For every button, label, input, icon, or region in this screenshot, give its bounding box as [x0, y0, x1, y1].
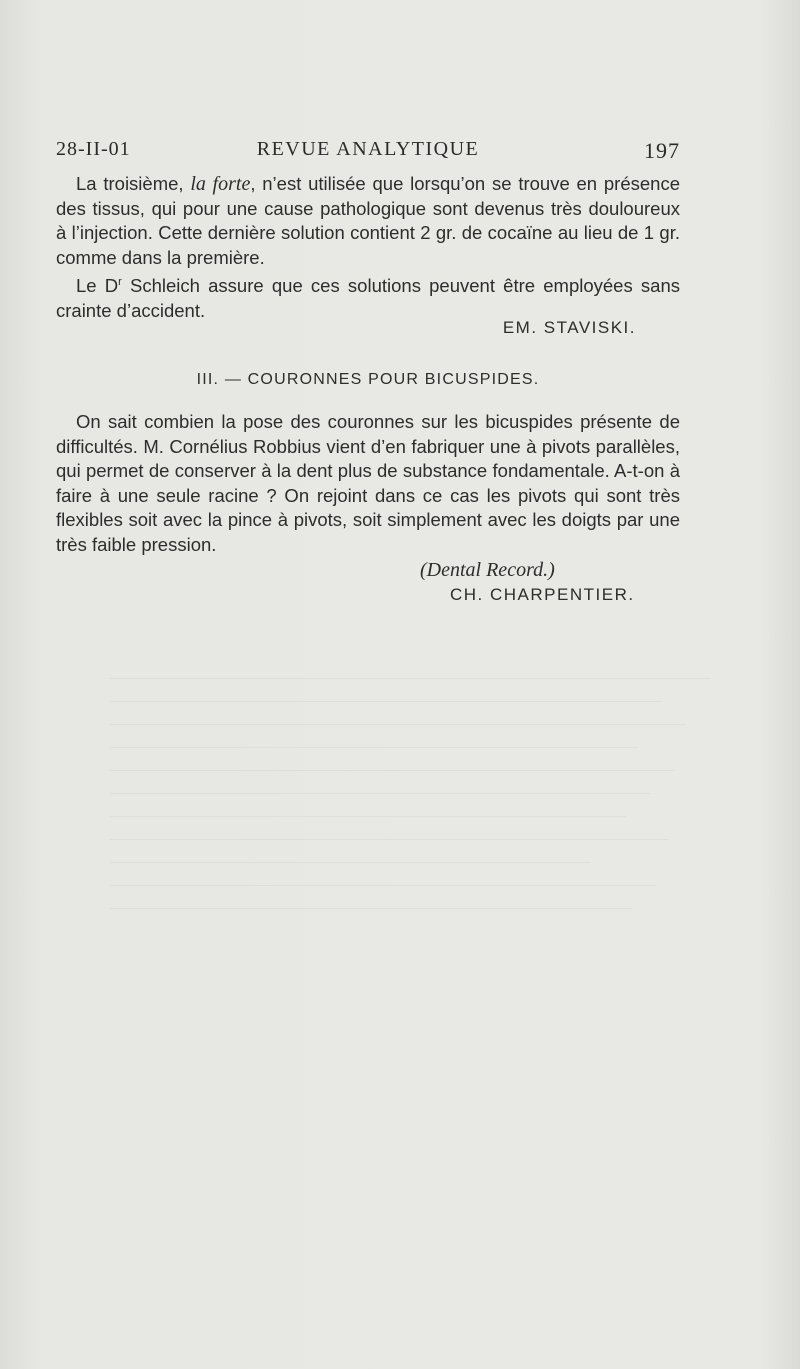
paragraph-rest: Schleich assure que ces solutions peuvent être employées sans crainte d’accident.	[56, 275, 680, 321]
italic-term: la forte	[190, 173, 251, 195]
author-signature: CH. CHARPENTIER.	[450, 585, 635, 604]
paragraph-forte-solution	[56, 172, 680, 270]
superscript: r	[118, 276, 122, 288]
running-head	[56, 138, 680, 168]
paragraph-start: La troisième,	[76, 173, 191, 194]
paragraph-start: Le D	[76, 275, 119, 297]
paragraph-couronnes: On sait combien la pose des couronnes sur les bicuspides présente de difficultés. M. Cornélius Robbius vient d’en fabriquer une à pivots parallèles, qui permet de conserver à la dent plus de substance fondamentale. A-t-on à faire à une seule racine ? On rejoint dans ce cas les pivots qui sont très flexibles soit avec la pince à pivots, soit simplement avec les doigts par une très faible pression.	[56, 411, 680, 555]
paragraph-rest: , n’est utilisée que lorsqu’on se trouve en présence des tissus, qui pour une cause pathologique sont devenus très douloureux à l’injection. Cette dernière solution contient 2 gr. de cocaïne au lieu de 1 gr. comme dans la première.	[56, 173, 680, 268]
page-number: 197	[644, 138, 680, 163]
author-signature: EM. STAVISKI.	[502, 318, 636, 337]
source-citation: (Dental Record.)	[420, 559, 555, 581]
bleed-through-texture	[110, 670, 710, 1090]
issue-date: 28-II-01	[56, 138, 131, 160]
paragraph-schleich	[56, 270, 680, 323]
journal-section-title: REVUE ANALYTIQUE	[256, 138, 480, 160]
section-heading: III. — COURONNES POUR BICUSPIDES.	[196, 371, 540, 388]
